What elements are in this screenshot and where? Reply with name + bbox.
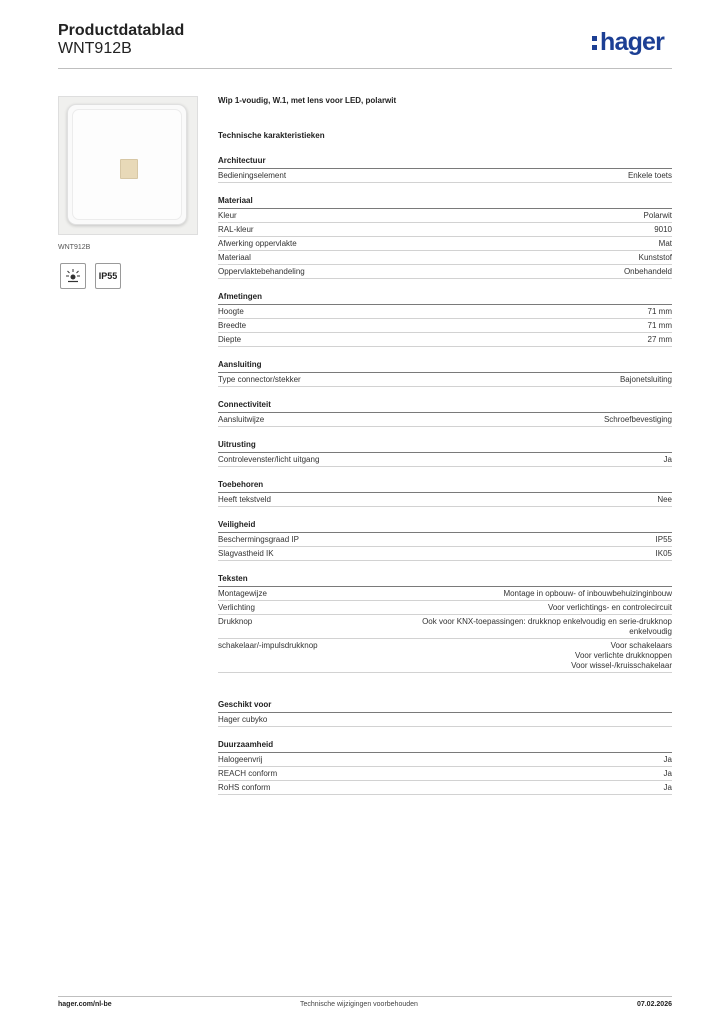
spec-value-line: Voor verlichte drukknoppen [575,651,672,660]
spec-label: Controlevenster/licht uitgang [218,455,320,464]
spec-value-line: Onbehandeld [623,267,672,276]
spec-row [218,333,672,347]
spec-group-title: Uitrusting [218,439,672,453]
spec-value [503,589,672,599]
spec-value-line: IK05 [655,549,672,558]
spec-value-line: Voor schakelaars [610,641,672,650]
spec-group [218,291,672,347]
footer-website[interactable]: hager.com/nl-be [58,1001,112,1008]
spec-group [218,195,672,279]
spec-row [218,209,672,223]
spec-value [548,603,672,613]
led-light-icon [60,263,86,289]
spec-label: Materiaal [218,253,251,262]
spec-label: Aansluitwijze [218,415,265,424]
spec-label: Slagvastheid IK [218,549,274,558]
spec-group [218,155,672,183]
spec-label: Heeft tekstveld [218,495,271,504]
spec-value [628,171,672,181]
spec-row [218,753,672,767]
spec-group-title: Materiaal [218,195,672,209]
spec-value [654,225,672,235]
spec-value [620,375,672,385]
spec-value-line: Ja [663,455,672,464]
spec-row [218,615,672,639]
spec-group [218,359,672,387]
spec-row [218,767,672,781]
spec-value [656,549,672,559]
spec-label: Montagewijze [218,589,267,598]
spec-row [218,169,672,183]
spec-value [644,211,672,221]
spec-row [218,639,672,673]
spec-row [218,547,672,561]
product-image [58,96,198,235]
product-code: WNT912B [58,40,132,57]
spec-label: RAL-kleur [218,225,254,234]
spec-value [656,535,672,545]
spec-value [664,783,672,793]
footer-notice: Technische wijzigingen voorbehouden [300,1001,418,1008]
spec-row [218,781,672,795]
spec-label: RoHS conform [218,783,271,792]
spec-value-line: Bajonetsluiting [619,375,672,384]
spec-label: Type connector/stekker [218,375,301,384]
spec-value [657,495,672,505]
section-title: Technische karakteristieken [218,131,325,140]
spec-row [218,713,672,727]
spec-value-line: IP55 [655,535,672,544]
spec-label: Hoogte [218,307,244,316]
spec-value-line: Voor wissel-/kruisschakelaar [571,661,672,670]
spec-group-title: Architectuur [218,155,672,169]
spec-value-line: Ja [663,769,672,778]
spec-value-line: Schroefbevestiging [603,415,672,424]
image-caption: WNT912B [58,244,91,251]
spec-value [664,455,672,465]
spec-value [422,617,672,637]
spec-group-title: Teksten [218,573,672,587]
spec-label: Beschermingsgraad IP [218,535,299,544]
spec-value [571,641,672,671]
hager-logo[interactable] [592,28,664,57]
spec-value-line: Voor verlichtings- en controlecircuit [547,603,672,612]
spec-label: REACH conform [218,769,278,778]
spec-group-title: Aansluiting [218,359,672,373]
spec-group-title: Afmetingen [218,291,672,305]
spec-label: Halogeenvrij [218,755,263,764]
ip-rating-badge: IP55 [95,263,121,289]
spec-label: Breedte [218,321,247,330]
header-divider [58,68,672,69]
spec-table [218,155,672,807]
spec-row [218,373,672,387]
spec-value-line: 71 mm [647,307,672,316]
spec-group-title: Duurzaamheid [218,739,672,753]
spec-value [648,335,672,345]
spec-value [659,239,672,249]
footer-date: 07.02.2026 [636,1001,672,1008]
spec-value [664,755,672,765]
spec-label: Oppervlaktebehandeling [218,267,305,276]
spec-value-line: Nee [657,495,672,504]
spec-group [218,399,672,427]
spec-row [218,265,672,279]
spec-group-title: Connectiviteit [218,399,672,413]
spec-group [218,479,672,507]
document-title: Productdatablad [58,22,185,39]
spec-value-line: Kunststof [638,253,672,262]
spec-value-line: Polarwit [643,211,672,220]
spec-value-line: 71 mm [647,321,672,330]
spec-group-title: Veiligheid [218,519,672,533]
spec-group-title: Toebehoren [218,479,672,493]
spec-value-line: Enkele toets [627,171,672,180]
spec-group [218,439,672,467]
spec-label: Kleur [218,211,237,220]
spec-row [218,305,672,319]
spec-value-line: Ja [663,755,672,764]
spec-value-line: Ook voor KNX-toepassingen: drukknop enkelvoudig en serie-drukknop [422,617,672,626]
product-title: Wip 1-voudig, W.1, met lens voor LED, polarwit [218,96,397,105]
spec-group [218,739,672,795]
spec-label: Verlichting [218,603,255,612]
spec-value [664,769,672,779]
spec-label: Drukknop [218,617,253,626]
spec-value [648,321,672,331]
spec-row [218,237,672,251]
spec-label: Diepte [218,335,242,344]
spec-label: Bedieningselement [218,171,287,180]
spec-value [624,267,672,277]
spec-value-line: Mat [658,239,672,248]
spec-value [648,307,672,317]
spec-value-line: enkelvoudig [629,627,672,636]
spec-label: Hager cubyko [218,715,268,724]
spec-group [218,573,672,673]
spec-value-line: 9010 [654,225,672,234]
spec-row [218,223,672,237]
spec-group [218,699,672,727]
spec-row [218,601,672,615]
spec-row [218,493,672,507]
spec-row [218,413,672,427]
switch-plate [67,104,187,225]
spec-label: schakelaar/-impulsdrukknop [218,641,318,650]
spec-value-line: Montage in opbouw- of inbouwbehuizinginbouw [503,589,672,598]
spec-row [218,453,672,467]
led-lens [120,159,138,179]
spec-row [218,533,672,547]
spec-label: Afwerking oppervlakte [218,239,297,248]
logo-text: hager [600,28,665,56]
spec-group-title: Geschikt voor [218,699,672,713]
spec-row [218,251,672,265]
footer-divider [58,996,672,997]
spec-row [218,587,672,601]
spec-value-line: Ja [663,783,672,792]
spacer [218,685,672,699]
spec-value [639,253,672,263]
spec-value-line: 27 mm [647,335,672,344]
logo-dots-icon [592,36,597,50]
spec-group [218,519,672,561]
spec-row [218,319,672,333]
spec-value [604,415,672,425]
